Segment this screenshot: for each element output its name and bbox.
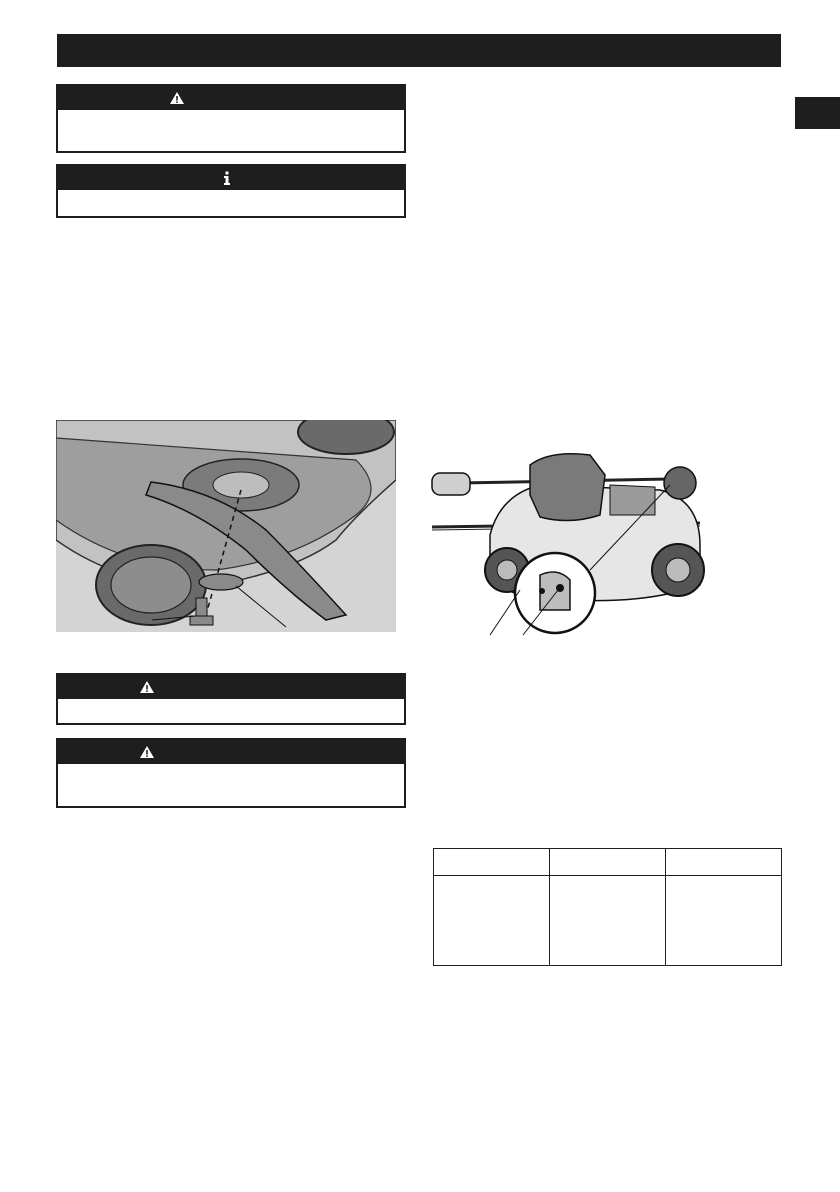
warning-header: [58, 675, 404, 699]
table-header-cell: [666, 849, 782, 876]
table-cell: [550, 876, 666, 966]
table-row: [434, 876, 782, 966]
warning-triangle-icon: [138, 678, 156, 696]
table-cell: [434, 876, 550, 966]
table-header-cell: [434, 849, 550, 876]
table-header-cell: [550, 849, 666, 876]
note-header: [58, 166, 404, 190]
warning-triangle-icon: [138, 743, 156, 761]
table-cell: [666, 876, 782, 966]
specification-table: [433, 848, 782, 966]
rear-wheel: [96, 545, 206, 625]
note-box: [56, 164, 406, 218]
warning-box: [56, 738, 406, 808]
blade-assembly-figure: [56, 420, 396, 632]
warning-header: [58, 740, 404, 764]
mower-height-figure: [430, 445, 730, 645]
language-tab: [795, 97, 840, 129]
info-icon: [218, 169, 236, 187]
warning-box: [56, 84, 406, 153]
table-header-row: [434, 849, 782, 876]
warning-header: [58, 86, 404, 110]
warning-triangle-icon: [168, 89, 186, 107]
section-header-bar: [57, 34, 781, 67]
warning-box: [56, 673, 406, 725]
